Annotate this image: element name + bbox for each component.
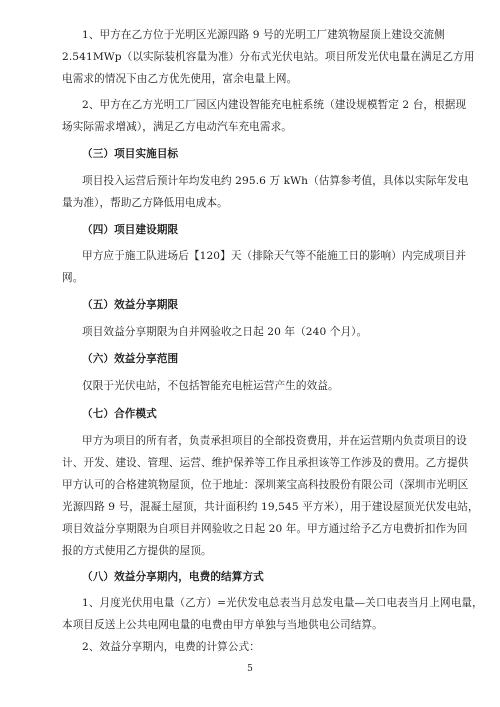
paragraph-line: 量为准），帮助乙方降低用电成本。 xyxy=(62,197,228,209)
section-heading: （五）效益分享期限 xyxy=(82,299,179,311)
paragraph-line: 网。 xyxy=(62,272,84,284)
paragraph-line: 项目效益分享期限为自并网验收之日起 20 年（240 个月）。 xyxy=(82,326,368,338)
section-heading: （八）效益分享期内，电费的结算方式 xyxy=(82,571,264,583)
paragraph-line: 1、甲方在乙方位于光明区光源四路 9 号的光明工厂建筑物屋顶上建设交流侧 xyxy=(82,29,445,41)
paragraph-line: 项目效益分享期限为自项目并网验收之日起 20 年。甲方通过给予乙方电费折扣作为回 xyxy=(62,523,468,535)
section-heading: （七）合作模式 xyxy=(82,408,157,420)
paragraph-line: 2、效益分享期内，电费的计算公式： xyxy=(82,641,260,653)
paragraph-line: 场实际需求增减），满足乙方电动汽车充电需求。 xyxy=(62,121,292,133)
paragraph-line: 仅限于光伏电站，不包括智能充电桩运营产生的效益。 xyxy=(82,380,339,392)
section-heading: （三）项目实施目标 xyxy=(82,148,179,160)
paragraph-line: 1、月度光伏用电量（乙方）=光伏发电总表当月总发电量—关口电表当月上网电量， xyxy=(82,597,483,609)
section-heading: （六）效益分享范围 xyxy=(82,353,179,365)
paragraph-line: 甲方为项目的所有者，负责承担项目的全部投资费用，并在运营期内负责项目的设 xyxy=(82,435,467,447)
paragraph-line: 本项目反送上公共电网电量的电费由甲方单独与当地供电公司结算。 xyxy=(62,619,383,631)
paragraph-line: 报的方式使用乙方提供的屋顶。 xyxy=(62,545,212,557)
paragraph-line: 2.541MWp（以实际装机容量为准）分布式光伏电站。项目所发光伏电量在满足乙方用 xyxy=(62,51,475,63)
paragraph-line: 光源四路 9 号，混凝土屋顶，共计面积约 19,545 平方米），用于建设屋顶光伏发电站， xyxy=(62,501,479,513)
paragraph-line: 计、开发、建设、管理、运营、维护保养等工作且承担该等工作涉及的费用。乙方提供 xyxy=(62,457,469,469)
paragraph-line: 电需求的情况下由乙方优先使用，富余电量上网。 xyxy=(62,73,298,85)
paragraph-line: 甲方应于施工队进场后【120】天（排除天气等不能施工日的影响）内完成项目并 xyxy=(82,250,467,262)
paragraph-line: 项目投入运营后预计年均发电约 295.6 万 kWh（估算参考值，具体以实际年发电 xyxy=(82,175,469,187)
section-heading: （四）项目建设期限 xyxy=(82,224,179,236)
paragraph-line: 2、甲方在乙方光明工厂园区内建设智能充电桩系统（建设规模暂定 2 台，根据现 xyxy=(82,99,467,111)
page-number: 5 xyxy=(247,664,253,674)
paragraph-line: 甲方认可的合格建筑物屋顶，位于地址：深圳莱宝高科技股份有限公司（深圳市光明区 xyxy=(62,479,469,491)
